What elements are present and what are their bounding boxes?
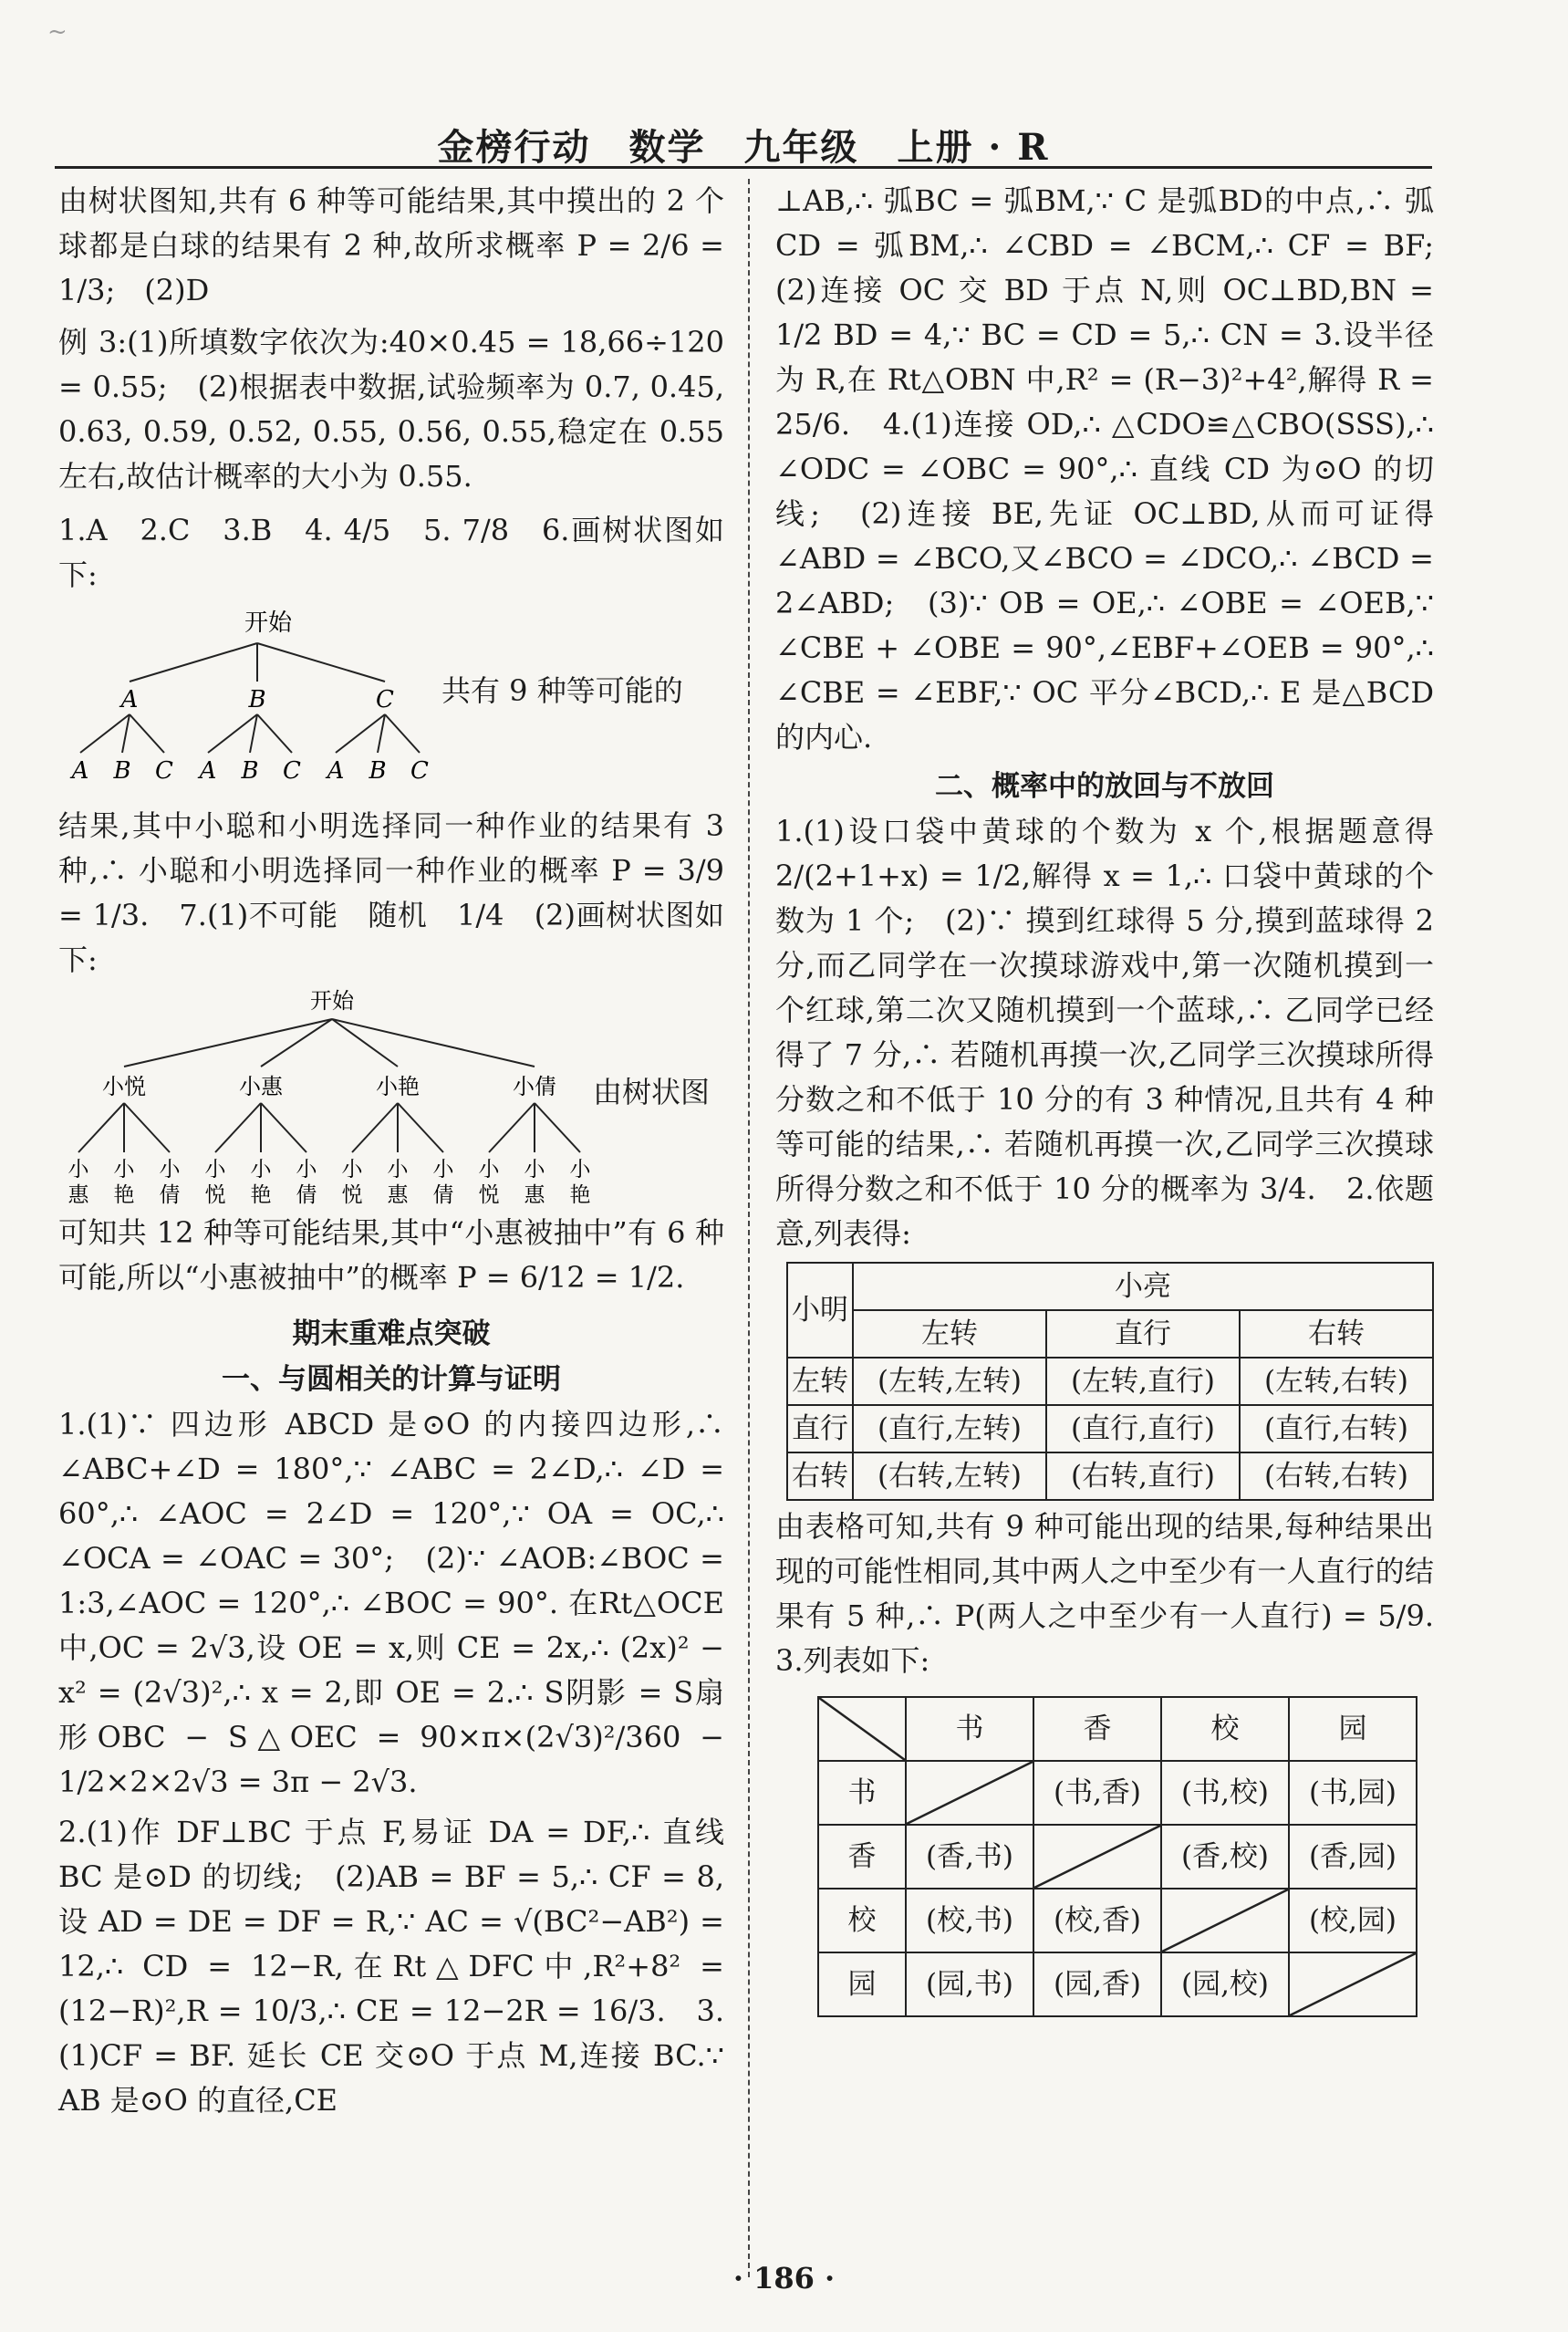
tree1-leaf: C	[283, 757, 301, 785]
right-paragraph-3: 由表格可知,共有 9 种可能出现的结果,每种结果出现的可能性相同,其中两人之中至少有一人直行的结果有 5 种,∴ P(两人之中至少有一人直行) = 5/9. 3.列表如下:	[775, 1509, 1464, 1678]
page-header: 金榜行动 数学 九年级 上册 · R	[437, 126, 1050, 169]
table1-row-header: 右转	[787, 1452, 853, 1500]
left-paragraph-5: 可知共 12 种等可能结果,其中“小惠被抽中”有 6 种可能,所以“小惠被抽中”的概率 P = 6/12 = 1/2.	[58, 1215, 724, 1295]
table1-cell: (直行,右转)	[1240, 1405, 1433, 1452]
table2-cell: (香,园)	[1289, 1825, 1417, 1889]
table2-cell: (园,香)	[1033, 1952, 1161, 2016]
tree2-leaf: 小艳	[569, 1158, 591, 1207]
table2-cell-empty	[906, 1761, 1033, 1825]
section-heading-final-review: 期末重难点突破	[292, 1317, 491, 1350]
table1-cell: (右转,左转)	[853, 1452, 1046, 1500]
tree2-leaf: 小悦	[204, 1158, 226, 1207]
table2-cell: (书,校)	[1161, 1761, 1289, 1825]
table2-col-header: 香	[1033, 1697, 1161, 1761]
tree1-node: A	[120, 686, 139, 713]
tree1-leaf: C	[410, 757, 429, 785]
table2-cell-empty	[1161, 1889, 1289, 1952]
table1-cell: (左转,右转)	[1240, 1358, 1433, 1405]
page-number: · 186 ·	[732, 2261, 836, 2296]
table2-row-header: 校	[818, 1889, 906, 1952]
tree1-leaf: A	[327, 757, 345, 785]
tree-diagram-2-svg	[58, 983, 606, 1211]
table1-cell: (直行,直行)	[1046, 1405, 1240, 1452]
right-paragraph-1: ⊥AB,∴ 弧BC = 弧BM,∵ C 是弧BD的中点,∴ 弧CD = 弧BM,∴ ∠CBD = ∠BCM,∴ CF = BF; (2)连接 OC 交 BD 于点 N,则 OC⊥BD,BN = 1/2 BD = 4,∵ BC = CD = 5,∴ CN = 3.设半径为 R,在 Rt△OBN 中,R² = (R−3)²+4²,解得 R = 25/6. 4.(1)连接 OD,∴ △CDO≌△CBO(SSS),∴ ∠ODC = ∠OBC = 90°,∴ 直线 CD 为⊙O 的切线; (2)连接 BE,先证 OC⊥BD,从而可证得∠ABD = ∠BCO,又∠BCO = ∠DCO,∴ ∠BCD = 2∠ABD; (3)∵ OB = OE,∴ ∠OBE = ∠OEB,∵ ∠CBE + ∠OBE = 90°,∠EBF+∠OEB = 90°,∴ ∠CBE = ∠EBF,∵ OC 平分∠BCD,∴ E 是△BCD 的内心.	[775, 183, 1464, 755]
tree2-node: 小悦	[102, 1074, 146, 1099]
header-rule	[55, 166, 1432, 169]
table1-col-header: 直行	[1046, 1310, 1240, 1358]
right-column	[775, 179, 1464, 2017]
tree2-leaf: 小倩	[432, 1158, 454, 1207]
table2-row-header: 香	[818, 1825, 906, 1889]
turn-result-table	[786, 1262, 1434, 1501]
table2-cell: (园,书)	[906, 1952, 1033, 2016]
tree1-node: C	[376, 686, 394, 713]
corner-mark: ~	[47, 18, 67, 46]
table2-cell: (书,香)	[1033, 1761, 1161, 1825]
tree1-root: 开始	[244, 609, 293, 637]
tree-diagram-1-svg	[58, 598, 460, 817]
tree2-leaf: 小悦	[341, 1158, 363, 1207]
tree2-node: 小惠	[239, 1074, 283, 1099]
tree1-leaf: C	[155, 757, 173, 785]
tree1-leaf: B	[369, 757, 387, 785]
table1-cell: (直行,左转)	[853, 1405, 1046, 1452]
tree1-leaf: A	[71, 757, 89, 785]
tree1-leaf: B	[241, 757, 259, 785]
tree2-leaf: 小艳	[250, 1158, 272, 1207]
tree2-leaf: 小惠	[67, 1158, 89, 1207]
column-divider	[748, 179, 750, 2277]
table1-col-header: 右转	[1240, 1310, 1433, 1358]
table2-col-header: 校	[1161, 1697, 1289, 1761]
table2-cell-empty	[1289, 1952, 1417, 2016]
table1-col-header: 左转	[853, 1310, 1046, 1358]
tree2-side-text: 由树状图	[593, 1075, 711, 1109]
table2-cell: (香,校)	[1161, 1825, 1289, 1889]
table1-top-header: 小亮	[853, 1263, 1433, 1310]
left-paragraph-1: 由树状图知,共有 6 种等可能结果,其中摸出的 2 个球都是白球的结果有 2 种,故所求概率 P = 2/6 = 1/3; (2)D	[58, 183, 724, 307]
table2-cell: (校,香)	[1033, 1889, 1161, 1952]
table2-cell: (园,校)	[1161, 1952, 1289, 2016]
tree2-leaf: 小惠	[387, 1158, 409, 1207]
table1-row-header: 左转	[787, 1358, 853, 1405]
table1-cell: (左转,直行)	[1046, 1358, 1240, 1405]
tree2-node: 小艳	[376, 1074, 420, 1099]
book-pair-table	[817, 1696, 1417, 2017]
left-paragraph-3: 1.A 2.C 3.B 4. 4/5 5. 7/8 6.画树状图如下:	[58, 513, 724, 592]
table2-cell: (书,园)	[1289, 1761, 1417, 1825]
right-paragraph-2: 1.(1)设口袋中黄球的个数为 x 个,根据题意得 2/(2+1+x) = 1/2,解得 x = 1,∴ 口袋中黄球的个数为 1 个; (2)∵ 摸到红球得 5 分,摸到蓝球得 2 分,而乙同学在一次摸球游戏中,第一次随机摸到一个红球,第二次又随机摸到一个蓝球,∴ 乙同学已经得了 7 分,∴ 若随机再摸一次,乙同学三次摸球所得分数之和不低于 10 分的有 3 种情况,且共有 4 种等可能的结果,∴ 若随机再摸一次,乙同学三次摸球所得分数之和不低于 10 分的概率为 3/4. 2.依题意,列表得:	[775, 814, 1434, 1251]
tree-diagram-2	[58, 983, 724, 1211]
tree1-leaf: B	[113, 757, 131, 785]
table2-cell: (校,书)	[906, 1889, 1033, 1952]
table1-row-header: 直行	[787, 1405, 853, 1452]
table1-corner: 小明	[787, 1263, 853, 1358]
table2-row-header: 书	[818, 1761, 906, 1825]
tree2-leaf: 小倩	[159, 1158, 181, 1207]
tree1-side-text: 共有 9 种等可能的	[441, 673, 683, 708]
table2-cell: (校,园)	[1289, 1889, 1417, 1952]
tree2-root: 开始	[310, 988, 354, 1014]
section-heading-circle: 一、与圆相关的计算与证明	[222, 1363, 561, 1396]
tree2-leaf: 小倩	[296, 1158, 317, 1207]
section-heading-probability: 二、概率中的放回与不放回	[935, 770, 1274, 803]
left-paragraph-7: 2.(1)作 DF⊥BC 于点 F,易证 DA = DF,∴ 直线 BC 是⊙D 的切线; (2)AB = BF = 5,∴ CF = 8,设 AD = DE = DF = R,∵ AC = √(BC²−AB²) = 12,∴ CD = 12−R,在Rt△DFC中,R²+8² = (12−R)²,R = 10/3,∴ CE = 12−2R = 16/3. 3.(1)CF = BF. 延长 CE 交⊙O 于点 M,连接 BC.∵ AB 是⊙O 的直径,CE	[58, 1815, 724, 2118]
table1-cell: (右转,直行)	[1046, 1452, 1240, 1500]
left-column	[58, 179, 724, 2123]
left-paragraph-2: 例 3:(1)所填数字依次为:40×0.45 = 18,66÷120 = 0.55; (2)根据表中数据,试验频率为 0.7, 0.45, 0.63, 0.59, 0.52, 0.55, 0.56, 0.55,稳定在 0.55左右,故估计概率的大小为 0.55.	[58, 325, 724, 494]
table1-cell: (左转,左转)	[853, 1358, 1046, 1405]
table2-cell-empty	[1033, 1825, 1161, 1889]
left-paragraph-6: 1.(1)∵ 四边形 ABCD 是⊙O 的内接四边形,∴ ∠ABC+∠D = 180°,∵ ∠ABC = 2∠D,∴ ∠D = 60°,∴ ∠AOC = 2∠D = 120°,∵ OA = OC,∴ ∠OCA = ∠OAC = 30°; (2)∵ ∠AOB:∠BOC = 1:3,∠AOC = 120°,∴ ∠BOC = 90°. 在Rt△OCE中,OC = 2√3,设 OE = x,则 CE = 2x,∴ (2x)² − x² = (2√3)²,∴ x = 2,即 OE = 2.∴ S阴影 = S扇形OBC − S△OEC = 90×π×(2√3)²/360 − 1/2×2×2√3 = 3π − 2√3.	[58, 1407, 724, 1799]
table2-corner	[818, 1697, 906, 1761]
tree-diagram-1	[58, 598, 724, 817]
table2-col-header: 书	[906, 1697, 1033, 1761]
tree1-leaf: A	[199, 757, 217, 785]
table2-row-header: 园	[818, 1952, 906, 2016]
table1-cell: (右转,右转)	[1240, 1452, 1433, 1500]
tree1-node: B	[248, 686, 266, 713]
left-paragraph-4: 结果,其中小聪和小明选择同一种作业的结果有 3 种,∴ 小聪和小明选择同一种作业的概率 P = 3/9 = 1/3. 7.(1)不可能 随机 1/4 (2)画树状图如下:	[58, 808, 724, 977]
tree2-node: 小倩	[513, 1074, 556, 1099]
table2-col-header: 园	[1289, 1697, 1417, 1761]
tree2-leaf: 小惠	[524, 1158, 545, 1207]
tree2-leaf: 小艳	[113, 1158, 135, 1207]
table2-cell: (香,书)	[906, 1825, 1033, 1889]
tree2-leaf: 小悦	[478, 1158, 500, 1207]
